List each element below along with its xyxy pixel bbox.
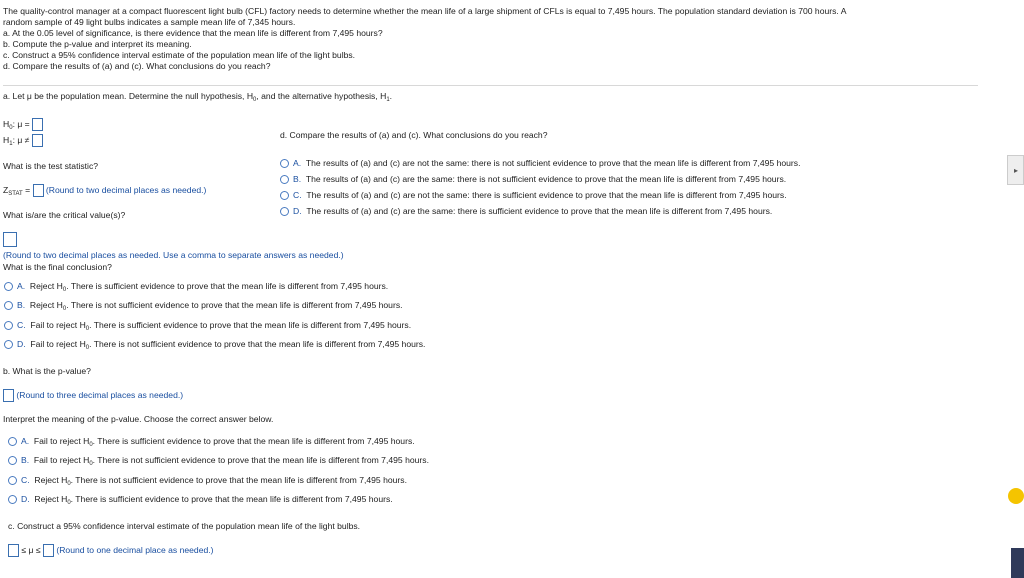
radio-icon[interactable] (8, 437, 17, 446)
part-a-option-d[interactable] (4, 339, 425, 351)
part-a-intro-text: a. Let μ be the population mean. Determine the null hypothesis, H (3, 91, 254, 101)
radio-icon[interactable] (280, 159, 289, 168)
zstat-row (3, 184, 206, 197)
option-text-post: . There is not sufficient evidence to prove that the mean life is different from 7,495 hours. (92, 455, 429, 465)
radio-icon[interactable] (280, 175, 289, 184)
part-a-option-a[interactable] (4, 281, 388, 293)
option-letter: C. (17, 320, 26, 330)
pvalue-hint: (Round to three decimal places as needed.) (16, 389, 184, 400)
ci-upper-input[interactable] (43, 544, 54, 557)
option-text: The results of (a) and (c) are the same: there is sufficient evidence to prove that the mean life is different from 7,495 hours. (306, 206, 773, 216)
option-text: Fail to reject H (30, 320, 86, 330)
option-sub: 0 (85, 326, 90, 332)
option-text-post: . There is sufficient evidence to prove that the mean life is different from 7,495 hours. (92, 436, 415, 446)
radio-icon[interactable] (4, 321, 13, 330)
part-d-option-b[interactable] (280, 174, 786, 184)
option-sub: 0 (62, 287, 67, 293)
zstat-input[interactable] (33, 184, 44, 197)
zstat-hint: (Round to two decimal places as needed.) (45, 184, 207, 195)
critical-hint: (Round to two decimal places as needed. Use a comma to separate answers as needed.) (3, 250, 344, 260)
option-sub: 0 (89, 461, 93, 467)
pvalue-row (3, 389, 183, 402)
option-letter: D. (21, 494, 30, 504)
h1-sub: 1 (9, 140, 13, 147)
part-a-option-b[interactable] (4, 300, 403, 312)
part-a-intro-mid: , and the alternative hypothesis, H (256, 91, 387, 101)
radio-icon[interactable] (280, 191, 289, 200)
ci-row (8, 544, 214, 557)
option-text: The results of (a) and (c) are the same: there is not sufficient evidence to prove that the mean life is different from 7,495 hours. (305, 174, 787, 184)
option-text-post: . There is not sufficient evidence to prove that the mean life is different from 7,495 hours. (70, 475, 407, 485)
zstat-eq: = (22, 184, 31, 195)
critical-question: What is/are the critical value(s)? (3, 210, 126, 220)
option-letter: B. (21, 455, 30, 465)
part-c-question: c. Construct a 95% confidence interval estimate of the population mean life of the light bulbs. (8, 521, 361, 531)
option-text: Reject H (34, 494, 68, 504)
ci-hint: (Round to one decimal place as needed.) (56, 544, 214, 555)
part-b-question: b. What is the p-value? (3, 366, 91, 376)
part-b-option-a[interactable] (8, 436, 415, 448)
ci-inequality: ≤ μ ≤ (21, 544, 41, 555)
option-text-post: . There is not sufficient evidence to prove that the mean life is different from 7,495 hours. (66, 300, 403, 310)
option-letter: D. (17, 339, 26, 349)
h1-subscript: 1 (386, 97, 390, 103)
option-text: Fail to reject H (30, 339, 86, 349)
radio-icon[interactable] (280, 207, 289, 216)
option-sub: 0 (62, 306, 67, 312)
option-sub: 0 (89, 442, 93, 448)
separator (3, 85, 978, 86)
part-d-option-a[interactable] (280, 158, 800, 168)
option-text: Reject H (34, 475, 68, 485)
radio-icon[interactable] (4, 282, 13, 291)
h1-value-input[interactable] (32, 134, 43, 147)
radio-icon[interactable] (4, 340, 13, 349)
h0-sub: 0 (9, 124, 13, 131)
option-text-post: . There is sufficient evidence to prove that the mean life is different from 7,495 hours. (70, 494, 393, 504)
alt-hypothesis (3, 134, 43, 147)
h0-value-input[interactable] (32, 118, 43, 131)
option-letter: A. (17, 281, 26, 291)
bottom-corner-bar (1011, 548, 1024, 578)
part-a-intro (3, 91, 392, 103)
option-letter: C. (21, 475, 30, 485)
option-text: The results of (a) and (c) are not the same: there is sufficient evidence to prove that the mean life is different from 7,495 hours. (306, 190, 787, 200)
option-letter: B. (17, 300, 26, 310)
option-letter: A. (21, 436, 30, 446)
option-letter: B. (293, 174, 302, 184)
problem-line-1: The quality-control manager at a compact fluorescent light bulb (CFL) factory needs to determine whether the mean life of a large shipment of CFLs is equal to 7,495 hours. The population standard deviation is 700 hours. A (3, 6, 847, 16)
h0-relation: : μ = (12, 118, 30, 129)
help-indicator-icon[interactable] (1008, 488, 1024, 504)
radio-icon[interactable] (4, 301, 13, 310)
ci-lower-input[interactable] (8, 544, 19, 557)
option-sub: 0 (85, 345, 90, 351)
part-d-question: d. Compare the results of (a) and (c). What conclusions do you reach? (280, 130, 548, 140)
h0-label: H (3, 118, 10, 129)
test-stat-question: What is the test statistic? (3, 161, 99, 171)
part-b-option-b[interactable] (8, 455, 429, 467)
option-text: The results of (a) and (c) are not the same: there is not sufficient evidence to prove that the mean life is different from 7,495 hours. (305, 158, 801, 168)
part-a-intro-end: . (389, 91, 393, 101)
radio-icon[interactable] (8, 456, 17, 465)
problem-c: c. Construct a 95% confidence interval estimate of the population mean life of the light bulbs. (3, 50, 356, 60)
part-b-option-d[interactable] (8, 494, 393, 506)
radio-icon[interactable] (8, 495, 17, 504)
problem-line-2: random sample of 49 light bulbs indicates a sample mean life of 7,345 hours. (3, 17, 296, 27)
null-hypothesis (3, 118, 43, 131)
side-expand-button[interactable] (1007, 155, 1024, 185)
option-letter: C. (293, 190, 302, 200)
h1-relation: : μ ≠ (12, 134, 30, 145)
option-letter: D. (293, 206, 302, 216)
option-text-post: . There is sufficient evidence to prove that the mean life is different from 7,495 hours. (66, 281, 389, 291)
interpret-question: Interpret the meaning of the p-value. Choose the correct answer below. (3, 414, 274, 424)
part-a-option-c[interactable] (4, 320, 411, 332)
option-text: Reject H (29, 300, 63, 310)
zstat-sub: STAT (8, 190, 23, 197)
conclusion-question: What is the final conclusion? (3, 262, 112, 272)
option-sub: 0 (67, 481, 71, 487)
part-b-option-c[interactable] (8, 475, 407, 487)
option-text-post: . There is not sufficient evidence to prove that the mean life is different from 7,495 hours. (89, 339, 426, 349)
h0-subscript: 0 (253, 97, 257, 103)
part-d-option-c[interactable] (280, 190, 787, 200)
option-text: Fail to reject H (33, 436, 90, 446)
option-letter: A. (293, 158, 302, 168)
critical-value-input[interactable] (3, 232, 17, 247)
problem-a: a. At the 0.05 level of significance, is there evidence that the mean life is different from 7,495 hours? (3, 28, 383, 38)
option-text: Reject H (29, 281, 63, 291)
option-text-post: . There is sufficient evidence to prove that the mean life is different from 7,495 hours. (89, 320, 412, 330)
problem-b: b. Compute the p-value and interpret its meaning. (3, 39, 192, 49)
zstat-label: Z (3, 184, 9, 195)
part-d-option-d[interactable] (280, 206, 772, 216)
problem-d: d. Compare the results of (a) and (c). What conclusions do you reach? (3, 61, 271, 71)
option-text: Fail to reject H (33, 455, 90, 465)
radio-icon[interactable] (8, 476, 17, 485)
chevron-right-icon: ▸ (1014, 166, 1019, 175)
h1-label: H (3, 134, 10, 145)
pvalue-input[interactable] (3, 389, 14, 402)
option-sub: 0 (67, 500, 71, 506)
